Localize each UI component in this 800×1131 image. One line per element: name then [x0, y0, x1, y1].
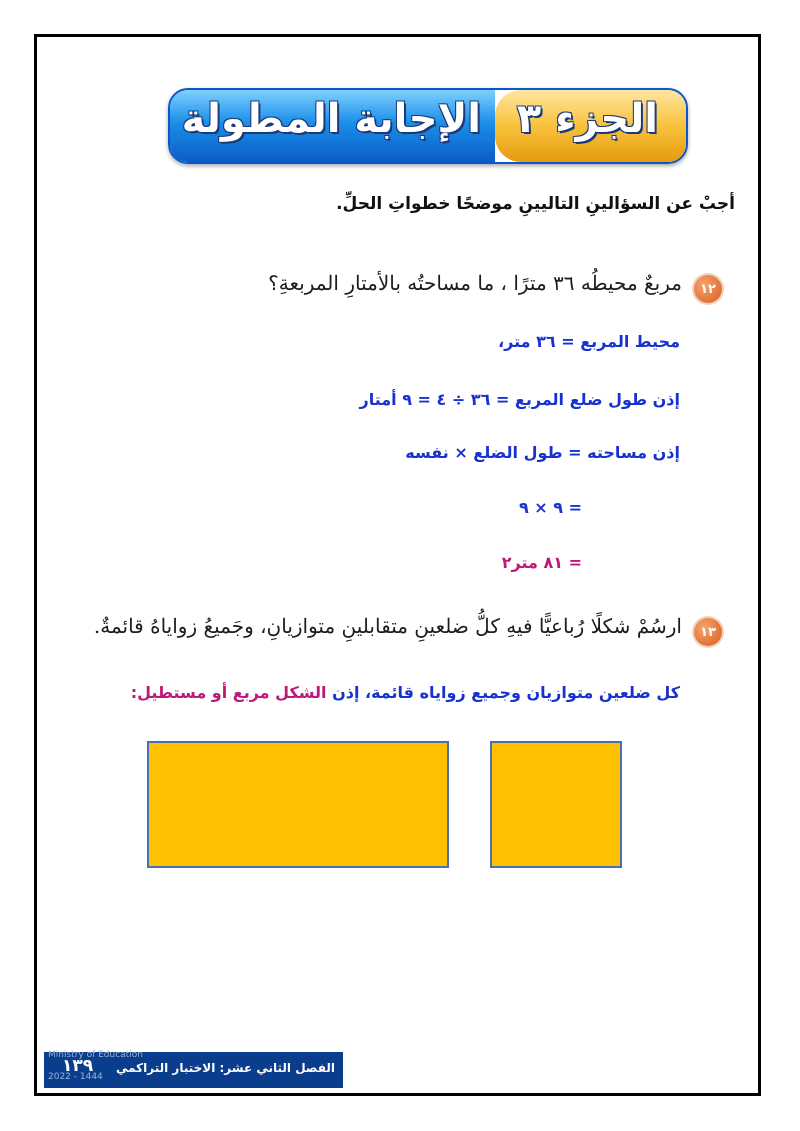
- section-header-banner: [168, 88, 688, 164]
- conclusion-part-1: كل ضلعين متوازيان وجميع زواياه قائمة، إذن: [326, 683, 680, 702]
- footer-bar: [44, 1052, 343, 1088]
- conclusion-part-2: الشكل مربع أو مستطيل:: [130, 683, 327, 702]
- part-label: الجزء ٣: [516, 96, 658, 142]
- answer-line-multiplication: = ٩ × ٩: [518, 498, 582, 517]
- answer-line-perimeter: محيط المربع = ٣٦ متر،: [498, 332, 680, 351]
- square-shape: [490, 741, 622, 868]
- rectangle-shape: [147, 741, 449, 868]
- instructions-text: أجبْ عن السؤالينِ التاليينِ موضحًا خطواتِ الحلِّ.: [336, 194, 735, 214]
- answer-line-area-formula: إذن مساحته = طول الضلع × نفسه: [405, 443, 680, 462]
- answer-line-side-length: إذن طول ضلع المربع = ٣٦ ÷ ٤ = ٩ أمتار: [359, 390, 680, 409]
- section-title: الإجابة المطولة: [181, 96, 481, 142]
- question-12-text: مربعٌ محيطُه ٣٦ مترًا ، ما مساحتُه بالأمتارِ المربعةِ؟: [268, 271, 682, 295]
- page-number: ١٣٩: [62, 1056, 94, 1076]
- footer-year: 2022 - 1444: [48, 1072, 103, 1082]
- question-13-text: ارسُمْ شكلًا رُباعيًّا فيهِ كلُّ ضلعينِ متقابلينِ متوازيانِ، وجَميعُ زواياهُ قائمةٌ.: [93, 614, 682, 638]
- answer-line-result: = ٨١ متر٢: [501, 553, 582, 572]
- question-13-conclusion: [131, 683, 680, 702]
- question-number-badge: ١٣: [694, 618, 722, 646]
- question-number-badge: ١٢: [694, 275, 722, 303]
- footer-chapter-text: الفصل الثاني عشر: الاختبار التراكمي: [115, 1061, 335, 1075]
- footer-watermark: Ministry of Education: [48, 1050, 143, 1060]
